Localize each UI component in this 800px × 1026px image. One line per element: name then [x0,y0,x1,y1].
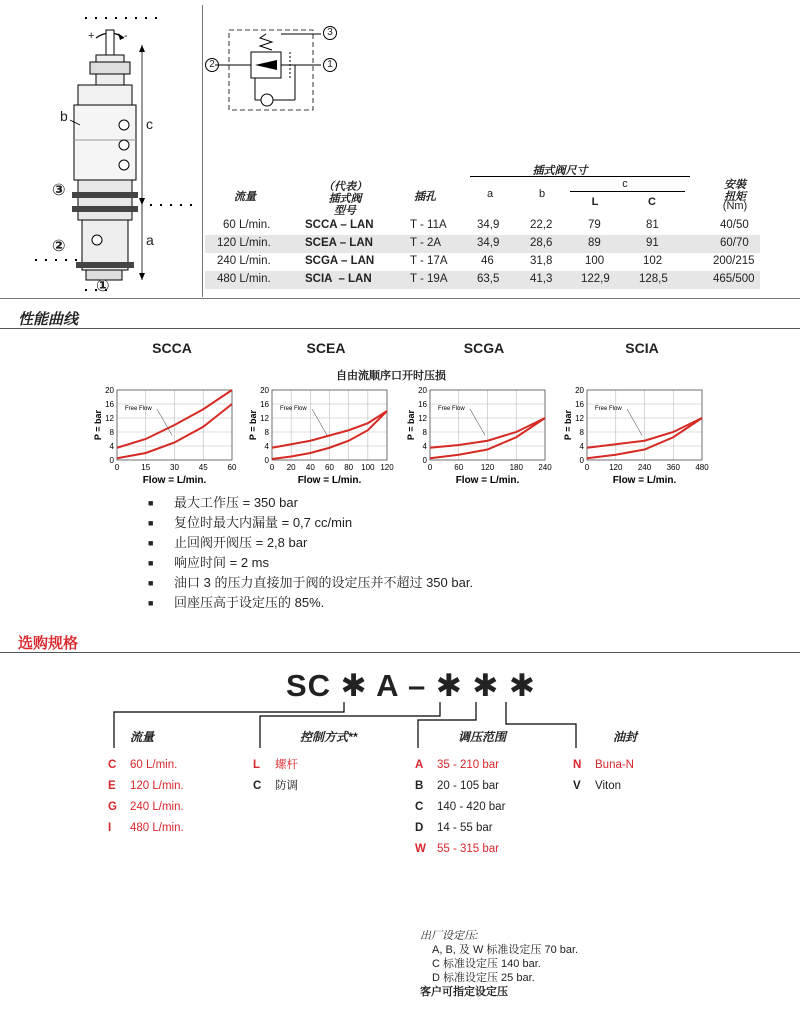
cell-cavity: T - 17A [410,255,448,267]
cell-model: SCEA – LAN [305,237,373,249]
y-tick-label: 8 [422,428,427,437]
group-header-rule [470,176,690,177]
x-tick-label: 360 [666,463,680,472]
x-axis-label: Flow = L/min. [612,475,677,486]
y-tick-label: 12 [575,414,584,423]
spec-item: ■ 最大工作压 = 350 bar [148,493,473,513]
spec-item: ■ 油口 3 的压力直接加于阀的设定压并不超过 350 bar. [148,573,473,593]
ordering-col-flow-head: 流量 [130,730,155,744]
table-group-header: 插式阀尺寸 [532,165,588,177]
ordering-option [415,755,505,776]
cell-b: 28,6 [530,237,553,249]
header-flow: 流量 [234,191,256,203]
ordering-option [108,797,184,818]
y-tick-label: 4 [422,442,427,451]
annotation-leader [312,409,327,436]
x-tick-label: 0 [269,463,275,472]
x-tick-label: 60 [454,463,464,472]
x-tick-label: 45 [198,463,208,472]
cell-flow: 120 L/min. [217,237,271,249]
cell-a: 34,9 [477,237,500,249]
y-tick-label: 8 [109,428,114,437]
option-text: 20 - 105 bar [437,780,500,792]
cell-b: 22,2 [530,219,553,231]
option-text: 60 L/min. [130,759,178,771]
y-tick-label: 12 [418,414,427,423]
ordering-col-range [415,755,505,860]
model-code: SC ✱ A – ✱ ✱ ✱ [286,668,536,703]
chart-name-scea: SCEA [306,340,346,356]
free-flow-annotation: Free Flow [595,406,622,412]
cell-C: 81 [646,219,659,231]
note-line: D 标准设定压 25 bar. [432,972,535,984]
x-tick-label: 120 [480,463,495,472]
cell-b: 41,3 [530,273,553,285]
header-C: C [648,196,656,208]
y-tick-label: 8 [579,428,584,437]
cell-a: 34,9 [477,219,500,231]
ordering-col-range-head: 调压范围 [458,730,507,744]
cell-model: SCGA – LAN [305,255,375,267]
chart-name-scia: SCIA [625,340,659,356]
x-tick-label: 20 [286,463,296,472]
note-line: A, B, 及 W 标准设定压 70 bar. [432,944,579,956]
cell-torque: 200/215 [713,255,755,267]
cell-C: 128,5 [639,273,668,285]
drawing-separator [202,5,203,297]
cell-model: SCIA – LAN [305,273,372,285]
x-tick-label: 240 [538,463,552,472]
free-flow-annotation: Free Flow [438,406,465,412]
option-text: 480 L/min. [130,822,184,834]
y-tick-label: 0 [264,456,269,465]
y-tick-label: 12 [105,414,114,423]
spec-item: ■ 止回阀开阀压 = 2,8 bar [148,533,473,553]
cell-C: 102 [643,255,663,267]
ordering-option [573,776,634,797]
x-axis-label: Flow = L/min. [455,475,520,486]
cell-cavity: T - 2A [410,237,442,249]
model-code-brackets [100,700,620,750]
spec-list [148,493,473,613]
cell-a: 46 [481,255,494,267]
annotation-leader [470,409,485,436]
option-text: 120 L/min. [130,780,184,792]
header-model-3: 型号 [334,205,356,217]
x-tick-label: 0 [427,463,433,472]
y-tick-label: 16 [575,400,584,409]
cell-cavity: T - 19A [410,273,448,285]
ordering-option [108,755,184,776]
x-axis-label: Flow = L/min. [297,475,362,486]
cell-L: 122,9 [581,273,610,285]
x-tick-label: 40 [305,463,315,472]
ordering-option [253,755,298,776]
ordering-col-control [253,755,298,797]
ordering-option [415,797,505,818]
perf-section-rule [0,328,800,329]
y-tick-label: 4 [579,442,584,451]
y-axis-label: P = bar [563,409,573,441]
x-tick-label: 60 [325,463,334,472]
cell-torque: 60/70 [720,237,749,249]
header-b: b [538,188,546,200]
cell-L: 89 [588,237,601,249]
x-tick-label: 0 [114,463,120,472]
option-code: E [108,780,116,792]
y-tick-label: 8 [264,428,269,437]
x-tick-label: 100 [361,463,375,472]
y-tick-label: 12 [260,414,269,423]
table-row [205,217,760,235]
perf-subtitle: 自由流顺序口开时压损 [336,370,446,382]
header-L: L [591,196,599,208]
y-tick-label: 20 [575,386,584,395]
cell-b: 31,8 [530,255,553,267]
ordering-section-title: 选购规格 [18,635,79,652]
option-text: 55 - 315 bar [437,843,500,855]
option-code: A [415,759,424,771]
ordering-col-flow [108,755,184,839]
cell-L: 100 [585,255,605,267]
cartridge-svg [0,0,200,300]
option-code: C [253,780,262,792]
table-row [205,253,760,271]
ordering-option [108,776,184,797]
x-tick-label: 60 [227,463,237,472]
y-tick-label: 4 [264,442,269,451]
x-tick-label: 120 [380,463,394,472]
option-code: C [415,801,424,813]
annotation-leader [627,409,642,436]
y-tick-label: 4 [109,442,114,451]
option-code: N [573,759,582,771]
header-c: c [622,178,628,190]
option-text: 螺杆 [275,759,298,771]
y-tick-label: 16 [105,400,114,409]
ordering-option [253,776,298,797]
option-code: B [415,780,424,792]
option-text: 35 - 210 bar [437,759,500,771]
option-code: L [253,759,261,771]
dimension-a-label: a [146,232,154,248]
cell-flow: 60 L/min. [223,219,271,231]
y-tick-label: 16 [260,400,269,409]
x-tick-label: 30 [170,463,179,472]
cell-flow: 240 L/min. [217,255,271,267]
cell-cavity: T - 11A [410,219,447,231]
y-tick-label: 20 [105,386,114,395]
option-text: 防调 [275,780,298,792]
y-tick-label: 16 [418,400,427,409]
header-bottom-rule [0,298,800,299]
option-code: G [108,801,117,813]
y-tick-label: 0 [579,456,584,465]
x-tick-label: 240 [637,463,652,472]
option-text: 140 - 420 bar [437,801,506,813]
symbol-port-1: 1 [323,58,337,72]
y-axis-label: P = bar [406,409,416,441]
port-1-label: ① [96,278,110,295]
y-tick-label: 20 [418,386,427,395]
header-a: a [486,188,494,200]
x-tick-label: 120 [609,463,623,472]
factory-setting-notes [420,929,578,999]
perf-charts [0,380,800,490]
hydraulic-symbol [205,20,345,120]
header-model-1: （代表） [323,181,367,193]
ordering-col-seal-head: 油封 [613,730,638,744]
chart-name-scca: SCCA [152,340,192,356]
option-code: D [415,822,424,834]
x-tick-label: 480 [695,463,709,472]
spec-item: ■ 响应时间 = 2 ms [148,553,473,573]
spec-item: ■ 复位时最大内漏量 = 0,7 cc/min [148,513,473,533]
cell-model: SCCA – LAN [305,219,374,231]
dimension-b-label: b [60,108,68,124]
option-text: 14 - 55 bar [437,822,493,834]
ordering-option [108,818,184,839]
port-2-label: ② [52,238,66,255]
dimension-c-label: c [146,116,153,132]
symbol-port-3: 3 [323,26,337,40]
ordering-option [415,818,505,839]
header-torque-1: 安裝 [724,179,746,191]
symbol-port-2: 2 [205,58,219,72]
ordering-option [415,776,505,797]
ordering-col-seal [573,755,634,797]
cell-a: 63,5 [477,273,500,285]
y-tick-label: 20 [260,386,269,395]
x-axis-label: Flow = L/min. [142,475,207,486]
port-3-label: ③ [52,182,66,199]
cell-L: 79 [588,219,601,231]
x-tick-label: 15 [141,463,151,472]
cell-C: 91 [646,237,659,249]
option-text: Buna-N [595,759,634,771]
option-code: W [415,843,426,855]
free-flow-annotation: Free Flow [125,406,152,412]
ordering-option [415,839,505,860]
table-row [205,271,760,289]
y-axis-label: P = bar [93,409,103,441]
chart-name-scga: SCGA [463,340,505,356]
ordering-option [573,755,634,776]
x-tick-label: 180 [509,463,523,472]
y-axis-label: P = bar [248,409,258,441]
y-tick-label: 0 [109,456,114,465]
ordering-section-rule [0,652,800,653]
cell-flow: 480 L/min. [217,273,271,285]
cartridge-drawing [0,0,200,300]
option-code: C [108,759,117,771]
header-cavity: 插孔 [414,191,436,203]
option-code: I [108,822,112,834]
note-line: 出厂设定压: [420,930,479,942]
free-flow-annotation: Free Flow [280,406,307,412]
spec-item: ■ 回座压高于设定压的 85%. [148,593,473,613]
cell-torque: 465/500 [713,273,755,285]
header-model-2: 插式阀 [328,193,362,205]
x-tick-label: 80 [344,463,354,472]
ordering-col-control-head: 控制方式** [300,730,358,744]
note-line: C 标准设定压 140 bar. [432,958,541,970]
option-text: Viton [595,780,622,792]
option-code: V [573,780,581,792]
note-bold-line: 客户可指定设定压 [420,986,508,998]
perf-section-title: 性能曲线 [18,311,79,328]
c-header-rule [570,191,685,192]
y-tick-label: 0 [422,456,427,465]
x-tick-label: 0 [584,463,590,472]
option-text: 240 L/min. [130,801,184,813]
rotation-minus-label: - [124,30,128,42]
cell-torque: 40/50 [720,219,749,231]
rotation-plus-label: + [88,30,95,42]
header-torque-3: (Nm) [722,200,748,212]
header-torque-2: 扭矩 [724,191,746,203]
table-row [205,235,760,253]
